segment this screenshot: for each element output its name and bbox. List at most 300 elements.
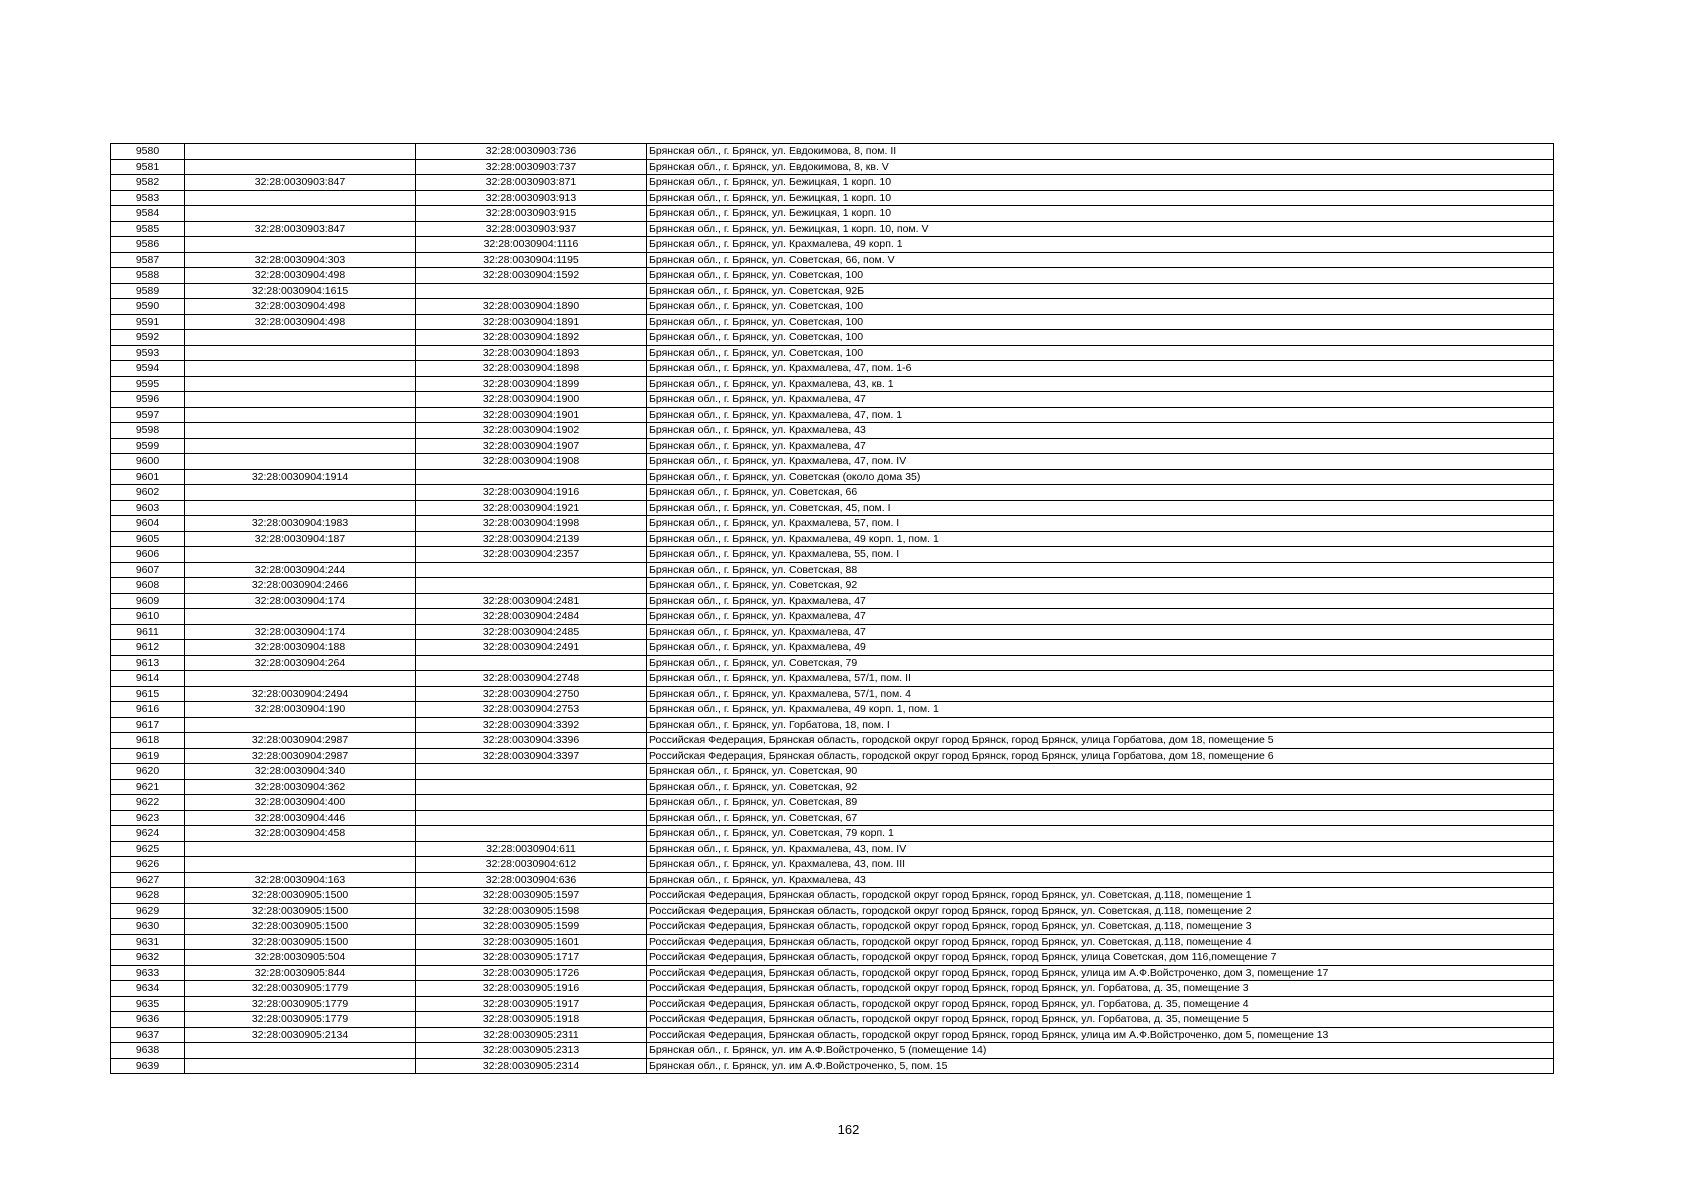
cadastral-number: [416, 578, 647, 594]
address: Российская Федерация, Брянская область, городской округ город Брянск, город Брянск, ул. Советская, д.118, помещение 2: [647, 903, 1554, 919]
parent-cadastral-number: 32:28:0030904:174: [185, 593, 416, 609]
cadastral-number: 32:28:0030905:1917: [416, 996, 647, 1012]
parent-cadastral-number: 32:28:0030904:303: [185, 252, 416, 268]
row-number: 9628: [111, 888, 185, 904]
row-number: 9587: [111, 252, 185, 268]
address: Брянская обл., г. Брянск, ул. Крахмалева, 43: [647, 423, 1554, 439]
address: Брянская обл., г. Брянск, ул. Советская, 92Б: [647, 283, 1554, 299]
parent-cadastral-number: [185, 500, 416, 516]
address: Брянская обл., г. Брянск, ул. им А.Ф.Войстроченко, 5 (помещение 14): [647, 1043, 1554, 1059]
property-table: [110, 143, 1554, 1074]
address: Российская Федерация, Брянская область, городской округ город Брянск, город Брянск, ул. Горбатова, д. 35, помещение 5: [647, 1012, 1554, 1028]
address: Брянская обл., г. Брянск, ул. Крахмалева, 43, кв. 1: [647, 376, 1554, 392]
address: Брянская обл., г. Брянск, ул. Евдокимова, 8, кв. V: [647, 159, 1554, 175]
table-row: [111, 175, 1554, 191]
row-number: 9636: [111, 1012, 185, 1028]
parent-cadastral-number: 32:28:0030904:2466: [185, 578, 416, 594]
table-row: [111, 671, 1554, 687]
cadastral-number: 32:28:0030905:1916: [416, 981, 647, 997]
cadastral-number: 32:28:0030904:1891: [416, 314, 647, 330]
parent-cadastral-number: 32:28:0030904:1615: [185, 283, 416, 299]
table-row: [111, 562, 1554, 578]
cadastral-number: 32:28:0030904:1899: [416, 376, 647, 392]
cadastral-number: 32:28:0030904:3396: [416, 733, 647, 749]
parent-cadastral-number: [185, 144, 416, 160]
table-row: [111, 159, 1554, 175]
table-row: [111, 438, 1554, 454]
row-number: 9624: [111, 826, 185, 842]
table-row: [111, 376, 1554, 392]
cadastral-number: 32:28:0030905:1717: [416, 950, 647, 966]
table-row: [111, 531, 1554, 547]
parent-cadastral-number: 32:28:0030905:1779: [185, 981, 416, 997]
cadastral-number: 32:28:0030904:1901: [416, 407, 647, 423]
parent-cadastral-number: 32:28:0030904:2987: [185, 748, 416, 764]
row-number: 9600: [111, 454, 185, 470]
cadastral-number: 32:28:0030904:1892: [416, 330, 647, 346]
cadastral-number: 32:28:0030904:1916: [416, 485, 647, 501]
address: Российская Федерация, Брянская область, городской округ город Брянск, город Брянск, улица Советская, дом 116,помещение 7: [647, 950, 1554, 966]
address: Брянская обл., г. Брянск, ул. Советская, 100: [647, 345, 1554, 361]
row-number: 9629: [111, 903, 185, 919]
table-row: [111, 857, 1554, 873]
table-row: [111, 268, 1554, 284]
row-number: 9626: [111, 857, 185, 873]
cadastral-number: 32:28:0030903:737: [416, 159, 647, 175]
parent-cadastral-number: 32:28:0030904:498: [185, 314, 416, 330]
cadastral-number: 32:28:0030903:915: [416, 206, 647, 222]
cadastral-number: 32:28:0030903:937: [416, 221, 647, 237]
parent-cadastral-number: [185, 376, 416, 392]
address: Брянская обл., г. Брянск, ул. Советская, 66: [647, 485, 1554, 501]
cadastral-number: [416, 764, 647, 780]
row-number: 9599: [111, 438, 185, 454]
cadastral-number: 32:28:0030904:1900: [416, 392, 647, 408]
table-row: [111, 764, 1554, 780]
address: Брянская обл., г. Брянск, ул. Советская, 100: [647, 314, 1554, 330]
parent-cadastral-number: [185, 407, 416, 423]
table-row: [111, 330, 1554, 346]
parent-cadastral-number: [185, 361, 416, 377]
row-number: 9609: [111, 593, 185, 609]
row-number: 9602: [111, 485, 185, 501]
parent-cadastral-number: 32:28:0030905:1500: [185, 888, 416, 904]
address: Брянская обл., г. Брянск, ул. Крахмалева, 43, пом. IV: [647, 841, 1554, 857]
table-row: [111, 1012, 1554, 1028]
table-row: [111, 221, 1554, 237]
table-row: [111, 314, 1554, 330]
row-number: 9606: [111, 547, 185, 563]
row-number: 9581: [111, 159, 185, 175]
row-number: 9586: [111, 237, 185, 253]
cadastral-number: 32:28:0030905:2311: [416, 1027, 647, 1043]
row-number: 9590: [111, 299, 185, 315]
address: Брянская обл., г. Брянск, ул. Советская, 79 корп. 1: [647, 826, 1554, 842]
cadastral-number: 32:28:0030904:1921: [416, 500, 647, 516]
parent-cadastral-number: 32:28:0030905:504: [185, 950, 416, 966]
cadastral-number: 32:28:0030904:1902: [416, 423, 647, 439]
row-number: 9612: [111, 640, 185, 656]
address: Брянская обл., г. Брянск, ул. Крахмалева, 47, пом. IV: [647, 454, 1554, 470]
row-number: 9611: [111, 624, 185, 640]
parent-cadastral-number: 32:28:0030905:1779: [185, 1012, 416, 1028]
table-row: [111, 593, 1554, 609]
row-number: 9615: [111, 686, 185, 702]
row-number: 9596: [111, 392, 185, 408]
table-row: [111, 454, 1554, 470]
cadastral-number: 32:28:0030905:1598: [416, 903, 647, 919]
parent-cadastral-number: [185, 206, 416, 222]
cadastral-number: 32:28:0030904:2481: [416, 593, 647, 609]
address: Брянская обл., г. Брянск, ул. Бежицкая, 1 корп. 10: [647, 190, 1554, 206]
parent-cadastral-number: [185, 671, 416, 687]
parent-cadastral-number: 32:28:0030904:446: [185, 810, 416, 826]
row-number: 9632: [111, 950, 185, 966]
table-row: [111, 733, 1554, 749]
table-row: [111, 206, 1554, 222]
cadastral-number: 32:28:0030904:2139: [416, 531, 647, 547]
table-row: [111, 872, 1554, 888]
row-number: 9580: [111, 144, 185, 160]
address: Брянская обл., г. Брянск, ул. Крахмалева, 47: [647, 438, 1554, 454]
address: Брянская обл., г. Брянск, ул. Крахмалева, 57/1, пом. 4: [647, 686, 1554, 702]
table-row: [111, 547, 1554, 563]
table-row: [111, 965, 1554, 981]
parent-cadastral-number: 32:28:0030904:1983: [185, 516, 416, 532]
table-row: [111, 407, 1554, 423]
row-number: 9638: [111, 1043, 185, 1059]
cadastral-number: 32:28:0030904:1890: [416, 299, 647, 315]
address: Российская Федерация, Брянская область, городской округ город Брянск, город Брянск, улица им А.Ф.Войстроченко, дом 3, помещение 17: [647, 965, 1554, 981]
parent-cadastral-number: 32:28:0030903:847: [185, 221, 416, 237]
parent-cadastral-number: [185, 857, 416, 873]
address: Брянская обл., г. Брянск, ул. Советская, 88: [647, 562, 1554, 578]
address: Брянская обл., г. Брянск, ул. Крахмалева, 49 корп. 1: [647, 237, 1554, 253]
row-number: 9639: [111, 1058, 185, 1074]
cadastral-number: 32:28:0030904:2753: [416, 702, 647, 718]
table-row: [111, 919, 1554, 935]
row-number: 9637: [111, 1027, 185, 1043]
row-number: 9593: [111, 345, 185, 361]
table-row: [111, 1043, 1554, 1059]
cadastral-number: 32:28:0030904:2485: [416, 624, 647, 640]
table-row: [111, 1058, 1554, 1074]
address: Брянская обл., г. Брянск, ул. Советская, 92: [647, 578, 1554, 594]
parent-cadastral-number: 32:28:0030904:264: [185, 655, 416, 671]
table-row: [111, 702, 1554, 718]
row-number: 9630: [111, 919, 185, 935]
address: Российская Федерация, Брянская область, городской округ город Брянск, город Брянск, ул. Горбатова, д. 35, помещение 3: [647, 981, 1554, 997]
table-row: [111, 950, 1554, 966]
property-table-body: [111, 144, 1554, 1074]
parent-cadastral-number: 32:28:0030904:187: [185, 531, 416, 547]
parent-cadastral-number: 32:28:0030905:1500: [185, 934, 416, 950]
address: Брянская обл., г. Брянск, ул. Советская, 90: [647, 764, 1554, 780]
row-number: 9625: [111, 841, 185, 857]
table-row: [111, 934, 1554, 950]
table-row: [111, 748, 1554, 764]
row-number: 9604: [111, 516, 185, 532]
table-row: [111, 345, 1554, 361]
row-number: 9634: [111, 981, 185, 997]
table-row: [111, 283, 1554, 299]
parent-cadastral-number: 32:28:0030904:163: [185, 872, 416, 888]
address: Брянская обл., г. Брянск, ул. Крахмалева, 49: [647, 640, 1554, 656]
parent-cadastral-number: 32:28:0030905:1500: [185, 903, 416, 919]
table-row: [111, 624, 1554, 640]
table-row: [111, 252, 1554, 268]
parent-cadastral-number: 32:28:0030904:458: [185, 826, 416, 842]
parent-cadastral-number: [185, 159, 416, 175]
row-number: 9635: [111, 996, 185, 1012]
table-row: [111, 237, 1554, 253]
row-number: 9623: [111, 810, 185, 826]
cadastral-number: 32:28:0030904:1898: [416, 361, 647, 377]
address: Российская Федерация, Брянская область, городской округ город Брянск, город Брянск, ул. Советская, д.118, помещение 4: [647, 934, 1554, 950]
table-row: [111, 888, 1554, 904]
address: Брянская обл., г. Брянск, ул. Советская, 79: [647, 655, 1554, 671]
cadastral-number: 32:28:0030905:2314: [416, 1058, 647, 1074]
address: Российская Федерация, Брянская область, городской округ город Брянск, город Брянск, улица Горбатова, дом 18, помещение 5: [647, 733, 1554, 749]
address: Российская Федерация, Брянская область, городской округ город Брянск, город Брянск, ул. Горбатова, д. 35, помещение 4: [647, 996, 1554, 1012]
parent-cadastral-number: 32:28:0030903:847: [185, 175, 416, 191]
row-number: 9589: [111, 283, 185, 299]
cadastral-number: 32:28:0030904:2484: [416, 609, 647, 625]
table-row: [111, 841, 1554, 857]
address: Брянская обл., г. Брянск, ул. Крахмалева, 47, пом. 1-6: [647, 361, 1554, 377]
parent-cadastral-number: 32:28:0030905:844: [185, 965, 416, 981]
row-number: 9633: [111, 965, 185, 981]
parent-cadastral-number: [185, 237, 416, 253]
table-row: [111, 903, 1554, 919]
row-number: 9619: [111, 748, 185, 764]
parent-cadastral-number: [185, 547, 416, 563]
address: Брянская обл., г. Брянск, ул. Крахмалева, 47: [647, 609, 1554, 625]
cadastral-number: [416, 779, 647, 795]
address: Российская Федерация, Брянская область, городской округ город Брянск, город Брянск, ул. Советская, д.118, помещение 1: [647, 888, 1554, 904]
parent-cadastral-number: [185, 423, 416, 439]
table-row: [111, 655, 1554, 671]
address: Брянская обл., г. Брянск, ул. Крахмалева, 49 корп. 1, пом. 1: [647, 531, 1554, 547]
address: Брянская обл., г. Брянск, ул. Советская, 100: [647, 299, 1554, 315]
cadastral-number: 32:28:0030905:1726: [416, 965, 647, 981]
address: Брянская обл., г. Брянск, ул. Советская, 45, пом. I: [647, 500, 1554, 516]
cadastral-number: 32:28:0030904:612: [416, 857, 647, 873]
cadastral-number: 32:28:0030904:2750: [416, 686, 647, 702]
cadastral-number: 32:28:0030904:611: [416, 841, 647, 857]
address: Брянская обл., г. Брянск, ул. Советская, 89: [647, 795, 1554, 811]
parent-cadastral-number: 32:28:0030904:2494: [185, 686, 416, 702]
address: Брянская обл., г. Брянск, ул. Крахмалева, 47: [647, 593, 1554, 609]
address: Брянская обл., г. Брянск, ул. Крахмалева, 49 корп. 1, пом. 1: [647, 702, 1554, 718]
address: Брянская обл., г. Брянск, ул. Советская, 66, пом. V: [647, 252, 1554, 268]
table-row: [111, 299, 1554, 315]
address: Брянская обл., г. Брянск, ул. Бежицкая, 1 корп. 10: [647, 175, 1554, 191]
row-number: 9598: [111, 423, 185, 439]
cadastral-number: 32:28:0030904:2357: [416, 547, 647, 563]
address: Российская Федерация, Брянская область, городской округ город Брянск, город Брянск, улица Горбатова, дом 18, помещение 6: [647, 748, 1554, 764]
parent-cadastral-number: 32:28:0030904:174: [185, 624, 416, 640]
table-row: [111, 578, 1554, 594]
address: Брянская обл., г. Брянск, ул. Советская, 67: [647, 810, 1554, 826]
row-number: 9605: [111, 531, 185, 547]
table-row: [111, 144, 1554, 160]
table-row: [111, 190, 1554, 206]
cadastral-number: 32:28:0030905:1597: [416, 888, 647, 904]
row-number: 9631: [111, 934, 185, 950]
parent-cadastral-number: 32:28:0030904:190: [185, 702, 416, 718]
cadastral-number: 32:28:0030904:1907: [416, 438, 647, 454]
page-number: 162: [837, 1122, 860, 1137]
table-row: [111, 996, 1554, 1012]
row-number: 9592: [111, 330, 185, 346]
table-row: [111, 609, 1554, 625]
table-row: [111, 361, 1554, 377]
parent-cadastral-number: 32:28:0030905:2134: [185, 1027, 416, 1043]
address: Брянская обл., г. Брянск, ул. Крахмалева, 43: [647, 872, 1554, 888]
cadastral-number: 32:28:0030904:2748: [416, 671, 647, 687]
row-number: 9614: [111, 671, 185, 687]
table-row: [111, 779, 1554, 795]
address: Брянская обл., г. Брянск, ул. Крахмалева, 47: [647, 624, 1554, 640]
parent-cadastral-number: 32:28:0030904:340: [185, 764, 416, 780]
parent-cadastral-number: 32:28:0030905:1779: [185, 996, 416, 1012]
address: Российская Федерация, Брянская область, городской округ город Брянск, город Брянск, ул. Советская, д.118, помещение 3: [647, 919, 1554, 935]
row-number: 9603: [111, 500, 185, 516]
parent-cadastral-number: 32:28:0030904:498: [185, 268, 416, 284]
parent-cadastral-number: 32:28:0030904:362: [185, 779, 416, 795]
row-number: 9607: [111, 562, 185, 578]
parent-cadastral-number: 32:28:0030904:1914: [185, 469, 416, 485]
table-row: [111, 423, 1554, 439]
table-row: [111, 810, 1554, 826]
cadastral-number: 32:28:0030904:3397: [416, 748, 647, 764]
address: Брянская обл., г. Брянск, ул. Крахмалева, 43, пом. III: [647, 857, 1554, 873]
address: Брянская обл., г. Брянск, ул. Евдокимова, 8, пом. II: [647, 144, 1554, 160]
row-number: 9591: [111, 314, 185, 330]
parent-cadastral-number: [185, 841, 416, 857]
parent-cadastral-number: 32:28:0030904:498: [185, 299, 416, 315]
table-row: [111, 469, 1554, 485]
cadastral-number: [416, 562, 647, 578]
address: Брянская обл., г. Брянск, ул. Бежицкая, 1 корп. 10: [647, 206, 1554, 222]
address: Брянская обл., г. Брянск, ул. Бежицкая, 1 корп. 10, пом. V: [647, 221, 1554, 237]
cadastral-number: 32:28:0030904:1908: [416, 454, 647, 470]
cadastral-number: 32:28:0030904:636: [416, 872, 647, 888]
parent-cadastral-number: 32:28:0030905:1500: [185, 919, 416, 935]
address: Брянская обл., г. Брянск, ул. им А.Ф.Войстроченко, 5, пом. 15: [647, 1058, 1554, 1074]
row-number: 9583: [111, 190, 185, 206]
cadastral-number: 32:28:0030904:1998: [416, 516, 647, 532]
address: Российская Федерация, Брянская область, городской округ город Брянск, город Брянск, улица им А.Ф.Войстроченко, дом 5, помещение 13: [647, 1027, 1554, 1043]
cadastral-number: 32:28:0030904:1116: [416, 237, 647, 253]
address: Брянская обл., г. Брянск, ул. Советская, 100: [647, 330, 1554, 346]
table-row: [111, 485, 1554, 501]
address: Брянская обл., г. Брянск, ул. Крахмалева, 47, пом. 1: [647, 407, 1554, 423]
row-number: 9584: [111, 206, 185, 222]
cadastral-number: [416, 469, 647, 485]
address: Брянская обл., г. Брянск, ул. Советская, 100: [647, 268, 1554, 284]
address: Брянская обл., г. Брянск, ул. Крахмалева, 47: [647, 392, 1554, 408]
row-number: 9588: [111, 268, 185, 284]
row-number: 9594: [111, 361, 185, 377]
parent-cadastral-number: 32:28:0030904:2987: [185, 733, 416, 749]
row-number: 9618: [111, 733, 185, 749]
cadastral-number: 32:28:0030905:1918: [416, 1012, 647, 1028]
cadastral-number: 32:28:0030905:1601: [416, 934, 647, 950]
address: Брянская обл., г. Брянск, ул. Советская, 92: [647, 779, 1554, 795]
address: Брянская обл., г. Брянск, ул. Крахмалева, 57, пом. I: [647, 516, 1554, 532]
cadastral-number: 32:28:0030904:1195: [416, 252, 647, 268]
address: Брянская обл., г. Брянск, ул. Советская (около дома 35): [647, 469, 1554, 485]
parent-cadastral-number: [185, 485, 416, 501]
parent-cadastral-number: [185, 1058, 416, 1074]
address: Брянская обл., г. Брянск, ул. Горбатова, 18, пом. I: [647, 717, 1554, 733]
table-row: [111, 795, 1554, 811]
row-number: 9613: [111, 655, 185, 671]
cadastral-number: [416, 826, 647, 842]
parent-cadastral-number: 32:28:0030904:188: [185, 640, 416, 656]
row-number: 9627: [111, 872, 185, 888]
cadastral-number: 32:28:0030904:2491: [416, 640, 647, 656]
table-row: [111, 717, 1554, 733]
parent-cadastral-number: [185, 609, 416, 625]
row-number: 9617: [111, 717, 185, 733]
cadastral-number: 32:28:0030903:736: [416, 144, 647, 160]
parent-cadastral-number: 32:28:0030904:244: [185, 562, 416, 578]
parent-cadastral-number: [185, 190, 416, 206]
row-number: 9597: [111, 407, 185, 423]
table-row: [111, 500, 1554, 516]
row-number: 9620: [111, 764, 185, 780]
cadastral-number: 32:28:0030904:1592: [416, 268, 647, 284]
row-number: 9616: [111, 702, 185, 718]
table-row: [111, 981, 1554, 997]
cadastral-number: 32:28:0030903:871: [416, 175, 647, 191]
row-number: 9585: [111, 221, 185, 237]
address: Брянская обл., г. Брянск, ул. Крахмалева, 57/1, пом. II: [647, 671, 1554, 687]
row-number: 9621: [111, 779, 185, 795]
table-row: [111, 640, 1554, 656]
table-row: [111, 516, 1554, 532]
cadastral-number: [416, 795, 647, 811]
cadastral-number: 32:28:0030905:2313: [416, 1043, 647, 1059]
table-row: [111, 686, 1554, 702]
row-number: 9582: [111, 175, 185, 191]
row-number: 9622: [111, 795, 185, 811]
row-number: 9608: [111, 578, 185, 594]
row-number: 9601: [111, 469, 185, 485]
cadastral-number: [416, 655, 647, 671]
parent-cadastral-number: [185, 717, 416, 733]
row-number: 9595: [111, 376, 185, 392]
row-number: 9610: [111, 609, 185, 625]
parent-cadastral-number: [185, 330, 416, 346]
table-row: [111, 1027, 1554, 1043]
cadastral-number: [416, 283, 647, 299]
cadastral-number: 32:28:0030903:913: [416, 190, 647, 206]
parent-cadastral-number: 32:28:0030904:400: [185, 795, 416, 811]
cadastral-number: 32:28:0030904:3392: [416, 717, 647, 733]
address: Брянская обл., г. Брянск, ул. Крахмалева, 55, пом. I: [647, 547, 1554, 563]
table-row: [111, 392, 1554, 408]
parent-cadastral-number: [185, 454, 416, 470]
cadastral-number: 32:28:0030904:1893: [416, 345, 647, 361]
parent-cadastral-number: [185, 392, 416, 408]
table-row: [111, 826, 1554, 842]
cadastral-number: [416, 810, 647, 826]
cadastral-number: 32:28:0030905:1599: [416, 919, 647, 935]
